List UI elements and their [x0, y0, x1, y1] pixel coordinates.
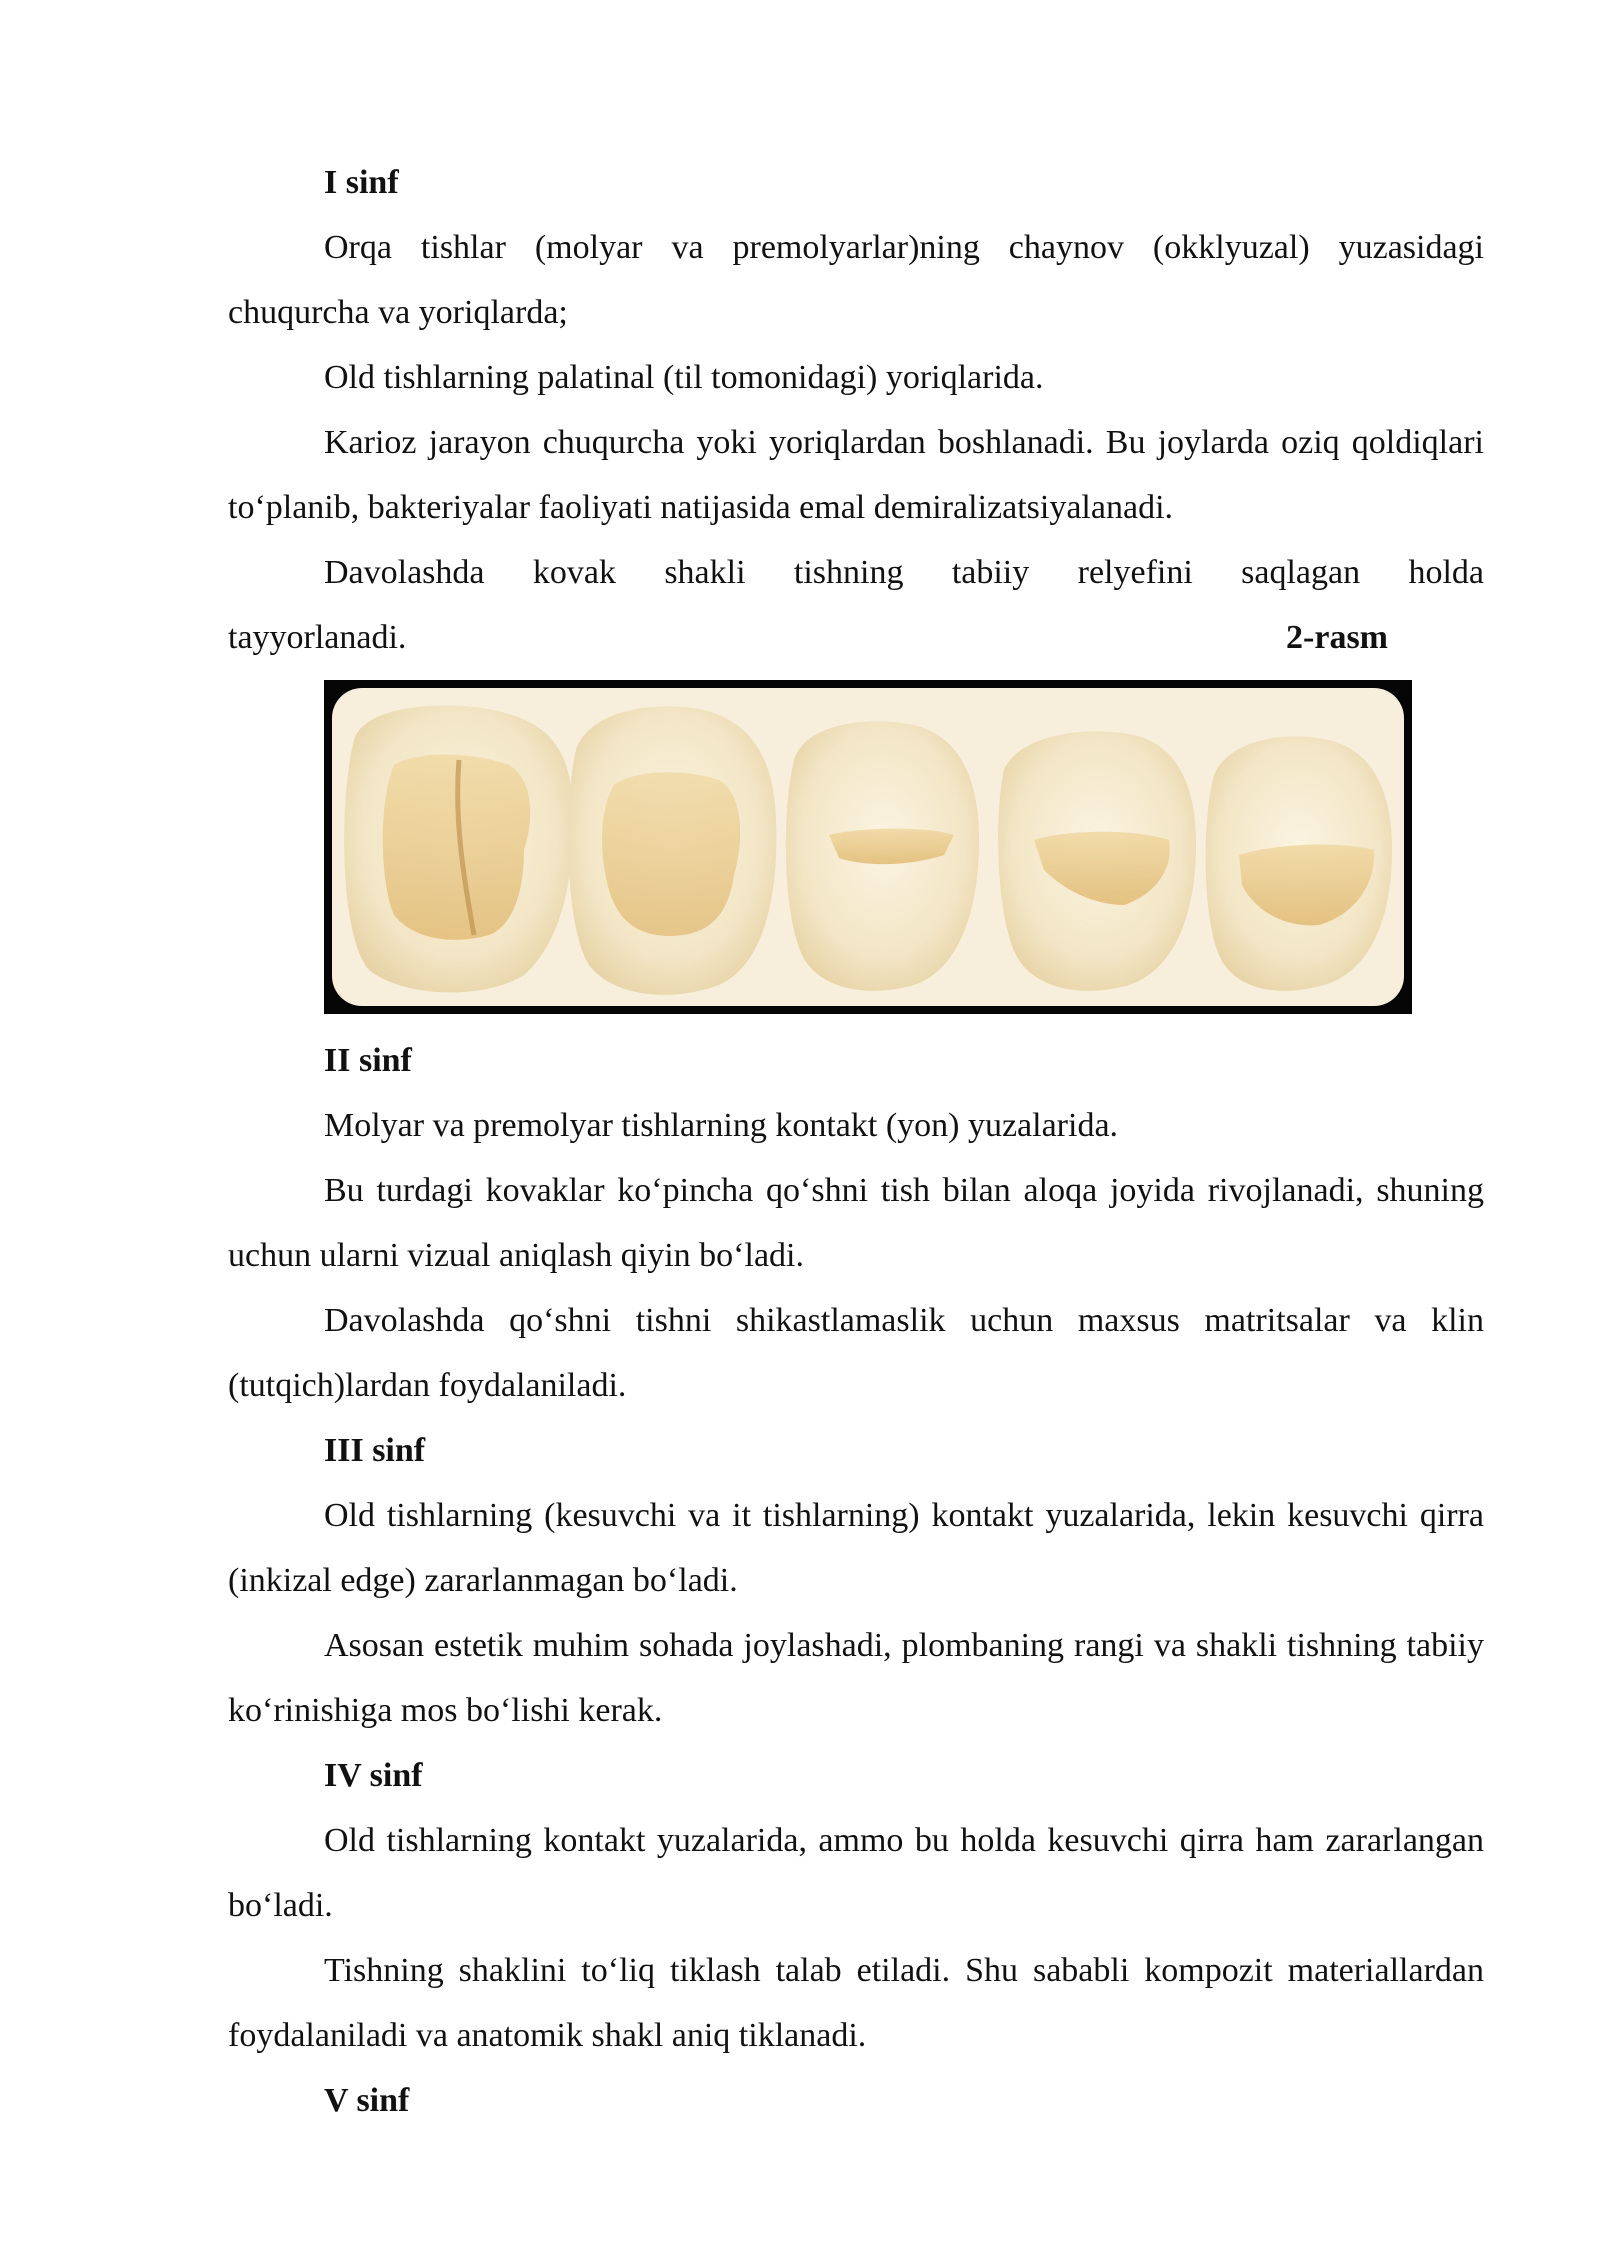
- paragraph: Davolashda qo‘shni tishni shikastlamaslik uchun maxsus matritsalar va klin (tutqich)lardan foydalaniladi.: [228, 1302, 1484, 1404]
- teeth-cavity-photo: [324, 680, 1412, 1014]
- document-page: [228, 150, 1484, 2133]
- paragraph: Orqa tishlar (molyar va premolyarlar)ning chaynov (okklyuzal) yuzasidagi chuqurcha va yoriqlarda;: [228, 229, 1484, 331]
- section-heading-class-4: IV sinf: [324, 1757, 423, 1794]
- paragraph: Davolashda kovak shakli tishning tabiiy relyefini saqlagan holda: [324, 554, 1484, 591]
- figure-caption: 2-rasm: [1286, 619, 1388, 656]
- paragraph: Old tishlarning (kesuvchi va it tishlarning) kontakt yuzalarida, lekin kesuvchi qirra (inkizal edge) zararlanmagan bo‘ladi.: [228, 1497, 1484, 1599]
- teeth-illustration: [324, 680, 1412, 1014]
- paragraph: Tishning shaklini to‘liq tiklash talab etiladi. Shu sababli kompozit materiallardan foydalaniladi va anatomik shakl aniq tiklanadi.: [228, 1952, 1484, 2054]
- section-heading-class-5: V sinf: [324, 2082, 410, 2119]
- section-heading-class-2: II sinf: [324, 1042, 412, 1079]
- paragraph: Asosan estetik muhim sohada joylashadi, plombaning rangi va shakli tishning tabiiy ko‘rinishiga mos bo‘lishi kerak.: [228, 1627, 1484, 1729]
- tooth-premolar-1: [786, 721, 979, 991]
- section-heading-class-3: III sinf: [324, 1432, 426, 1469]
- tooth-premolar-2: [998, 731, 1196, 991]
- tooth-molar-2: [568, 706, 776, 994]
- paragraph-last-line: tayyorlanadi.: [228, 619, 407, 656]
- section-heading-class-1: I sinf: [324, 164, 399, 201]
- paragraph: Karioz jarayon chuqurcha yoki yoriqlardan boshlanadi. Bu joylarda oziq qoldiqlari to‘planib, bakteriyalar faoliyati natijasida emal demiralizatsiyalanadi.: [228, 424, 1484, 526]
- paragraph: Molyar va premolyar tishlarning kontakt (yon) yuzalarida.: [324, 1107, 1119, 1144]
- paragraph: Bu turdagi kovaklar ko‘pincha qo‘shni tish bilan aloqa joyida rivojlanadi, shuning uchun ularni vizual aniqlash qiyin bo‘ladi.: [228, 1172, 1484, 1274]
- tooth-molar-1: [344, 705, 573, 992]
- paragraph: Old tishlarning palatinal (til tomonidagi) yoriqlarida.: [324, 359, 1044, 396]
- paragraph-end-with-caption: [228, 605, 1484, 670]
- paragraph: Old tishlarning kontakt yuzalarida, ammo bu holda kesuvchi qirra ham zararlangan bo‘ladi.: [228, 1822, 1484, 1924]
- tooth-molar-3: [1206, 736, 1392, 991]
